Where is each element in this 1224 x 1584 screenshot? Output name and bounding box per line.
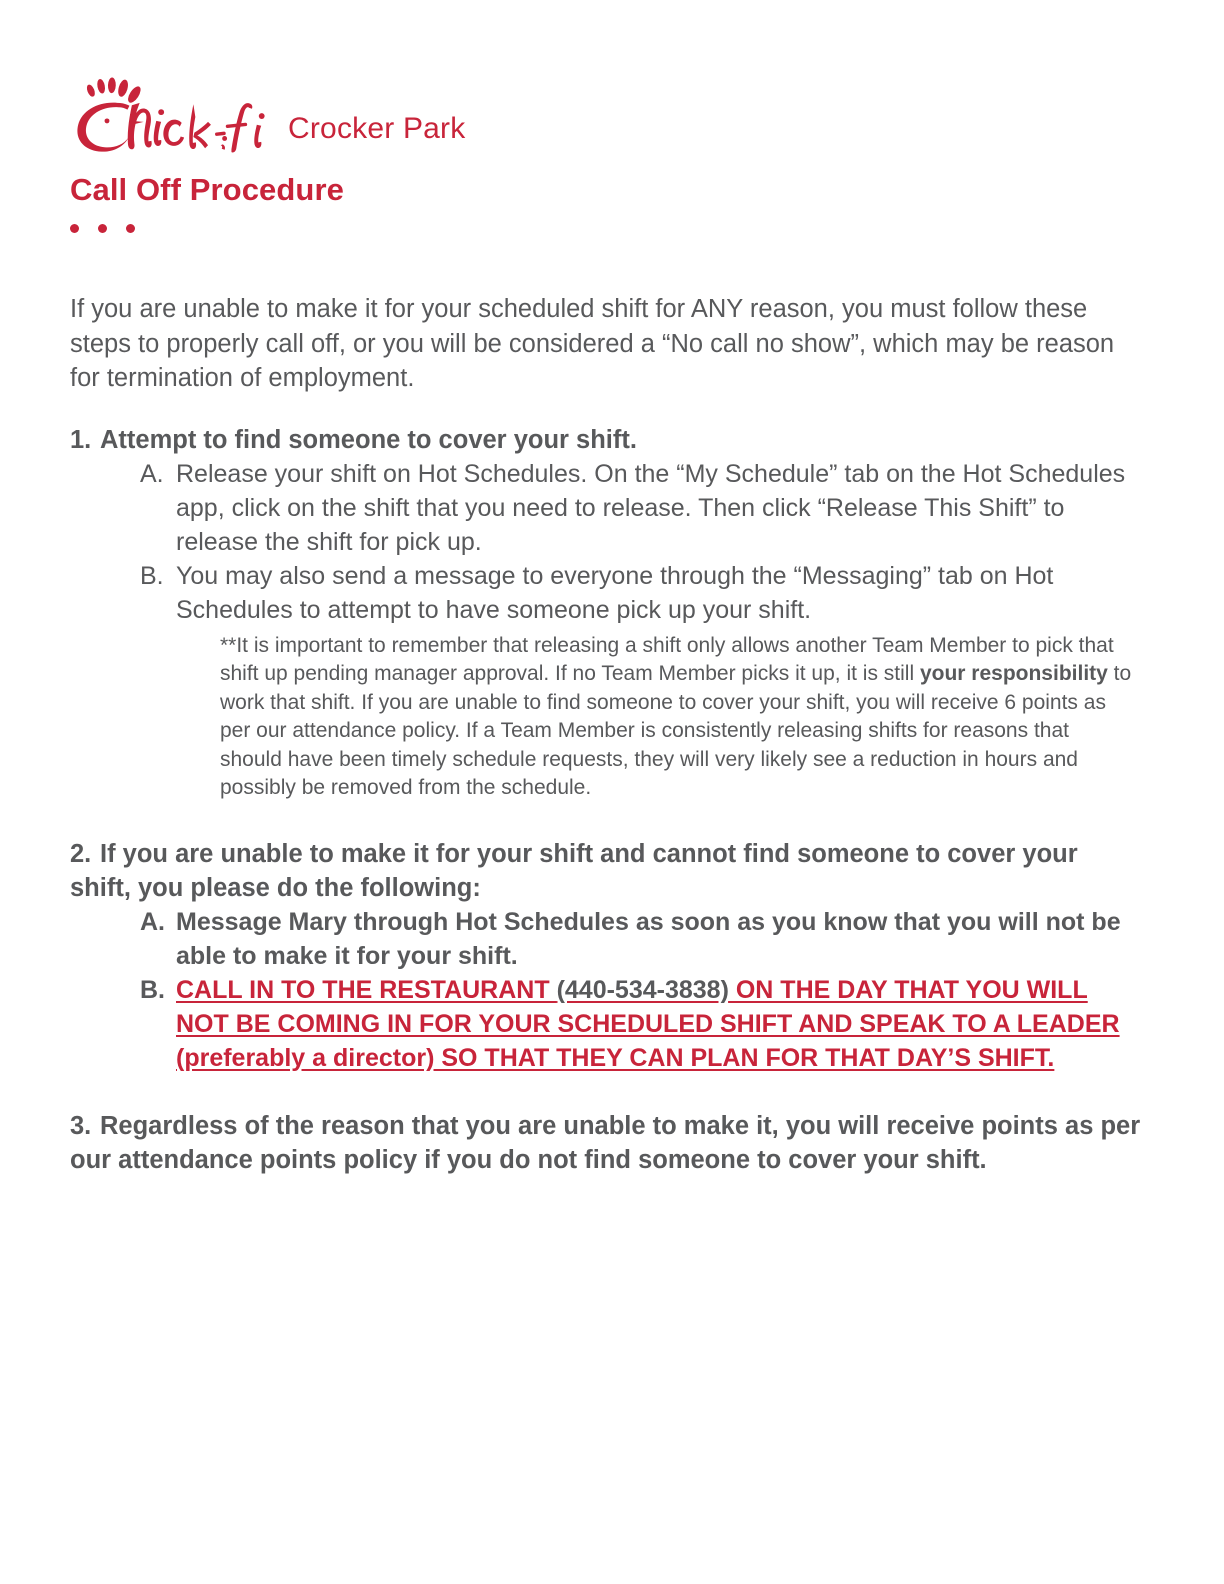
step-1: [70, 423, 1142, 803]
step-2-heading: [70, 837, 1142, 905]
step-3-number: 3.: [70, 1111, 92, 1140]
step-1-item-b-text: You may also send a message to everyone through the “Messaging” tab on Hot Schedules to attempt to have someone pick up your shift.: [176, 561, 1054, 624]
step-1-sub-list: [70, 457, 1142, 627]
step-1-item-a: [140, 457, 1142, 559]
call-in-lead-text: CALL IN TO THE RESTAURANT: [176, 975, 557, 1004]
dot-3: [126, 224, 135, 233]
dot-2: [98, 224, 107, 233]
step-1-heading-text: Attempt to find someone to cover your shift.: [100, 425, 637, 454]
step-1-note: [220, 632, 1135, 803]
step-2-sub-list: [70, 905, 1142, 1075]
note-bold-phrase: your responsibility: [919, 662, 1108, 685]
document-header: [70, 72, 1160, 233]
step-3-heading: [70, 1109, 1142, 1178]
note-part-1: **It is important to remember that releasing a shift only allows another Team Member to pick that shift up pending manager approval. If no Team Member picks it up, it is still: [220, 633, 1114, 685]
step-2-item-b-letter: B.: [140, 975, 165, 1004]
step-2-item-a-letter: A.: [140, 907, 165, 936]
page-title: Call Off Procedure: [70, 172, 344, 207]
step-2-item-a-text: Message Mary through Hot Schedules as soon as you know that you will not be able to make it for your shift.: [176, 907, 1121, 970]
intro-paragraph: If you are unable to make it for your scheduled shift for ANY reason, you must follow these steps to properly call off, or you will be considered a “No call no show”, which may be reason for termination of employment.: [70, 295, 1115, 392]
chick-fil-a-logo: [70, 76, 266, 158]
step-1-number: 1.: [70, 425, 92, 454]
decorative-dots: [70, 224, 1160, 233]
location-name: Crocker Park: [288, 112, 466, 145]
step-3-heading-text: Regardless of the reason that you are unable to make it, you will receive points as per our attendance points policy if you do not find someone to cover your shift.: [70, 1111, 1141, 1174]
call-in-tail-text: ON THE DAY THAT YOU WILL NOT BE COMING IN FOR YOUR SCHEDULED SHIFT AND SPEAK TO A LEADER (preferably a director) SO THAT THEY CAN PLAN FOR THAT DAY’S SHIFT.: [176, 975, 1120, 1072]
step-3: [70, 1109, 1142, 1178]
step-1-item-b-letter: B.: [140, 561, 164, 590]
step-1-heading: [70, 423, 1142, 457]
brand-row: [70, 72, 1160, 158]
step-1-item-a-letter: A.: [140, 459, 164, 488]
step-1-item-b: [140, 559, 1142, 627]
note-part-2: to work that shift. If you are unable to find someone to cover your shift, you will receive 6 points as per our attendance policy. If a Team Member is consistently releasing shifts for reasons that should have been timely schedule requests, they will very likely see a reduction in hours and possibly be removed from the schedule.: [220, 662, 1132, 799]
document-body: [70, 292, 1142, 1178]
dot-1: [70, 224, 79, 233]
step-2-heading-text: If you are unable to make it for your shift and cannot find someone to cover your shift, you please do the following:: [70, 839, 1078, 902]
call-in-instruction: [176, 973, 1142, 1075]
step-2-number: 2.: [70, 839, 92, 868]
step-2: [70, 837, 1142, 1075]
step-2-item-b: [140, 973, 1142, 1075]
restaurant-phone-number[interactable]: (440-534-3838): [556, 975, 729, 1004]
step-1-item-a-text: Release your shift on Hot Schedules. On the “My Schedule” tab on the Hot Schedules app, click on the shift that you need to release. Then click “Release This Shift” to release the shift for pick up.: [176, 459, 1126, 556]
step-2-item-a: [140, 905, 1142, 973]
